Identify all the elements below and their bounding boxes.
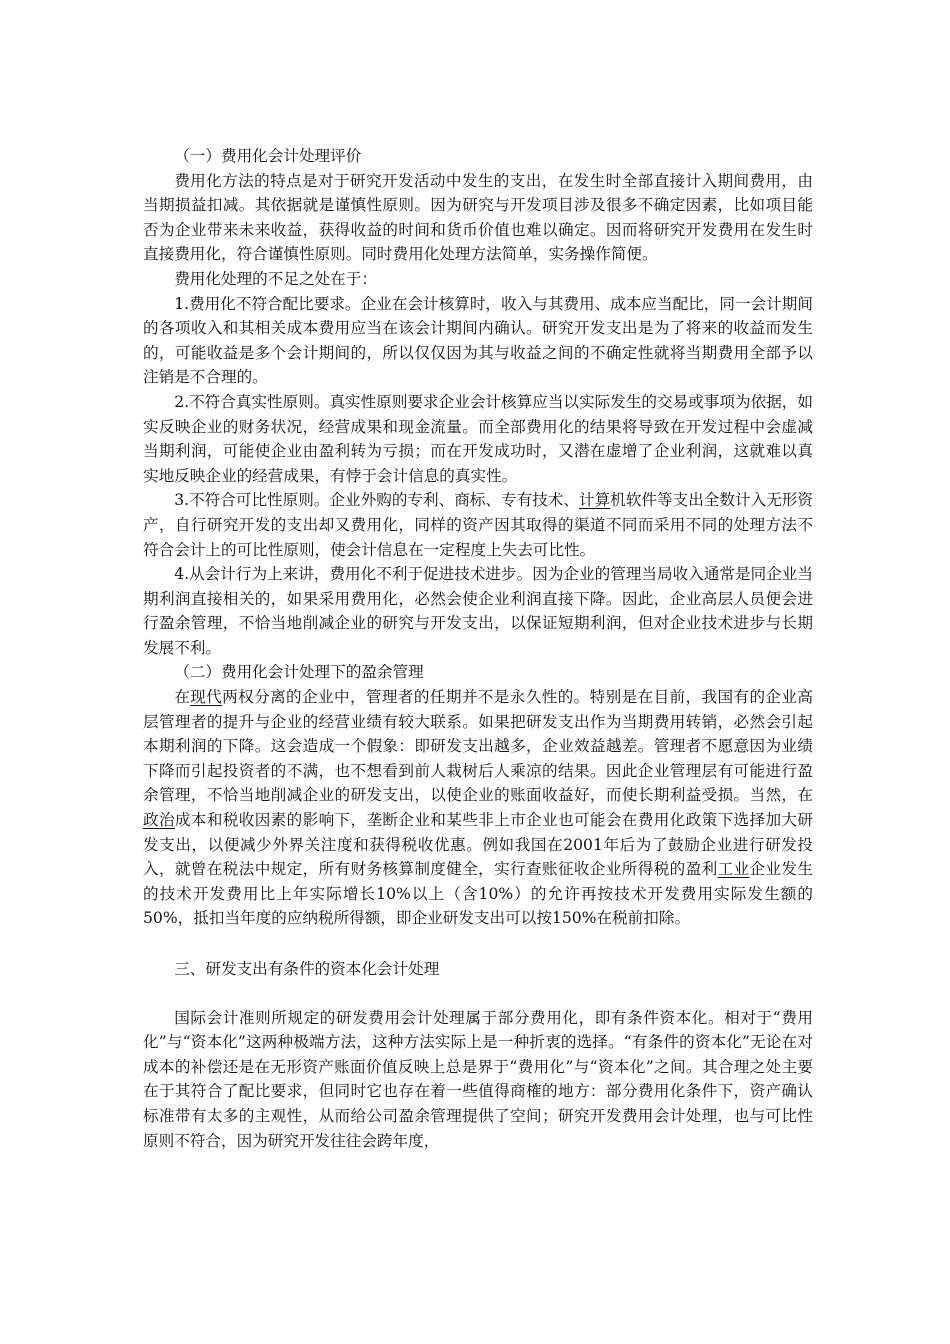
text-segment: 成本和税收因素的影响下，垄断企业和某些非上市企业也可能会在费用化政策下选择加大研发支出，以便减少外界关注度和获得税收优惠。例如我国在2001年后为了鼓励企业进行研发投入，就曾在税法中规定，所有财务核算制度健全，实行查账征收企业所得税的盈利	[143, 811, 813, 879]
link-xiandai[interactable]: 现代	[190, 688, 223, 707]
paragraph-expensing-features: 费用化方法的特点是对于研究开发活动中发生的支出，在发生时全部直接计入期间费用，由当期损益扣减。其依据就是谨慎性原则。因为研究与开发项目涉及很多不确定因素，比如项目能否为企业带来未来收益，获得收益的时间和货币价值也难以确定。因而将研究开发费用在发生时直接费用化，符合谨慎性原则。同时费用化处理方法简单，实务操作简便。	[143, 171, 813, 264]
paragraph-conditional-capitalization: 国际会计准则所规定的研发费用会计处理属于部分费用化，即有条件资本化。相对于“费用化”与“资本化”这两种极端方法，这种方法实际上是一种折衷的选择。“有条件的资本化”无论在对成本的补偿还是在无形资产账面价值反映上总是界于“费用化”与“资本化”之间。其合理之处主要在于其符合了配比要求，但同时它也存在着一些值得商榷的地方：部分费用化条件下，资产确认标准带有太多的主观性，从而给公司盈余管理提供了空间；研究开发费用会计处理，也与可比性原则不符合，因为研究开发往往会跨年度，	[143, 1008, 813, 1150]
section-heading-conditional-capitalization: 三、研发支出有条件的资本化会计处理	[174, 960, 440, 978]
paragraph-point-1: 1.费用化不符合配比要求。企业在会计核算时，收入与其费用、成本应当配比，同一会计期间的各项收入和其相关成本费用应当在该会计期间内确认。研究开发支出是为了将来的收益而发生的，可能收益是多个会计期间的，所以仅仅因为其与收益之间的不确定性就将当期费用全部予以注销是不合理的。	[143, 294, 813, 387]
link-gongye[interactable]: 工业	[717, 860, 750, 879]
paragraph-point-2: 2.不符合真实性原则。真实性原则要求企业会计核算应当以实际发生的交易或事项为依据，如实反映企业的财务状况，经营成果和现金流量。而全部费用化的结果将导致在开发过程中会虚减当期利润，可能使企业由盈利转为亏损；而在开发成功时，又潜在虚增了企业利润，这就难以真实地反映企业的经营成果，有悖于会计信息的真实性。	[143, 392, 813, 485]
text-segment: 两权分离的企业中，管理者的任期并不是永久性的。特别是在目前，我国有的企业高层管理者的提升与企业的经营业绩有较大联系。如果把研发支出作为当期费用转销，必然会引起本期利润的下降。这会造成一个假象：即研发支出越多，企业效益越差。管理者不愿意因为业绩下降而引起投资者的不满，也不想看到前人栽树后人乘凉的结果。因此企业管理层有可能进行盈余管理，不恰当地削减企业的研发支出，以使企业的账面收益好，而使长期利益受损。当然，在	[143, 688, 813, 805]
document-page	[143, 144, 813, 1153]
text-segment: 在	[174, 688, 191, 707]
link-zhengzhi[interactable]: 政治	[143, 811, 175, 830]
paragraph-earnings-management	[143, 685, 813, 931]
link-jisuan[interactable]: 计算	[579, 491, 611, 510]
text-segment: 3.不符合可比性原则。企业外购的专利、商标、专有技术、	[174, 491, 580, 510]
text-segment: 企业发生的技术开发费用比上年实际增长10%以上（含10%）的允许再按技术开发费用实际发生额的50%，抵扣当年度的应纳税所得额，即企业研发支出可以按150%在税前扣除。	[143, 860, 813, 928]
section-heading-earnings-management: （二）费用化会计处理下的盈余管理	[174, 663, 424, 682]
paragraph-point-3	[143, 488, 813, 562]
section-heading-expensing-evaluation: （一）费用化会计处理评价	[174, 147, 362, 165]
paragraph-point-4: 4.从会计行为上来讲，费用化不利于促进技术进步。因为企业的管理当局收入通常是同企业当期利润直接相关的，如果采用费用化，必然会使企业利润直接下降。因此，企业高层人员便会进行盈余管理，不恰当地削减企业的研究与开发支出，以保证短期利润，但对企业技术进步与长期发展不利。	[143, 565, 813, 657]
text-segment: 机软件等支出全数计入无形资产，自行研究开发的支出却又费用化，同样的资产因其取得的渠道不同而采用不同的处理方法不符合会计上的可比性原则，使会计信息在一定程度上失去可比性。	[143, 491, 813, 559]
paragraph-shortcomings-intro: 费用化处理的不足之处在于：	[174, 269, 377, 288]
